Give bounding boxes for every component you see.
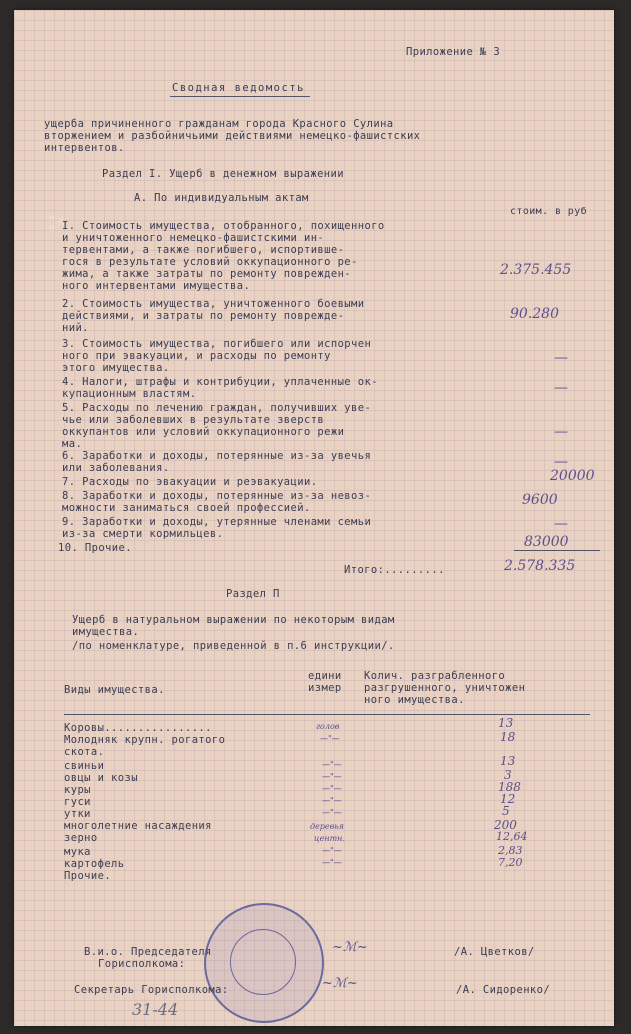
- section2-desc-2: имущества.: [72, 626, 140, 638]
- row-5-unit: —"—: [322, 772, 342, 781]
- row-3-name: скота.: [64, 746, 105, 758]
- item-3-line-1: 3. Стоимость имущества, погибшего или испорчен: [62, 338, 372, 350]
- secretary-title: Секретарь Горисполкома:: [74, 984, 229, 996]
- item-5-line-4: ма.: [62, 438, 83, 450]
- item-4-value: —: [554, 380, 568, 396]
- row-9-name: многолетние насаждения: [64, 820, 212, 832]
- title-underline: [170, 96, 310, 97]
- item-2-line-2: действиями, и затраты по ремонту поврежде-: [62, 310, 345, 322]
- item-3-line-2: ного при эвакуации, и расходы по ремонту: [62, 350, 331, 362]
- row-9-qty: 200: [494, 818, 517, 832]
- row-8-name: утки: [64, 808, 91, 820]
- row-7-name: гуси: [64, 796, 91, 808]
- item-9-line-1: 9. Заработки и доходы, утерянные членами семьи: [62, 516, 372, 528]
- item-1-line-4: гося в результате условий оккупационного ре-: [62, 256, 358, 268]
- item-2-line-3: ний.: [62, 322, 89, 334]
- item-10-line-1: 10. Прочие.: [58, 542, 132, 554]
- item-4-line-2: купационным властям.: [62, 388, 197, 400]
- item-5-line-1: 5. Расходы по лечению граждан, получивших уве-: [62, 402, 372, 414]
- item-3-line-3: этого имущества.: [62, 362, 170, 374]
- section2-desc-3: /по номенклатуре, приведенной в п.6 инструкции/.: [72, 640, 395, 652]
- row-12-unit: —"—: [322, 858, 342, 867]
- row-5-name: овцы и козы: [64, 772, 138, 784]
- row-2-name: Молодняк крупн. рогатого: [64, 734, 226, 746]
- row-1-qty: 13: [498, 716, 514, 730]
- item-6-line-2: или заболевания.: [62, 462, 170, 474]
- chair-title-line-1: В.и.о. Председателя: [84, 946, 212, 958]
- row-13-name: Прочие.: [64, 870, 112, 882]
- item-9-line-2: из-за смерти кормильцев.: [62, 528, 224, 540]
- subtitle-line-3: интервентов.: [44, 142, 125, 154]
- row-6-qty: 188: [498, 780, 521, 794]
- section1-title: Раздел I. Ущерб в денежном выражении: [102, 168, 344, 180]
- row-2-qty: 18: [500, 730, 516, 744]
- item-1-value: 2.375.455: [500, 262, 572, 278]
- row-8-unit: —"—: [322, 808, 342, 817]
- item-8-value: 9600: [522, 492, 558, 508]
- subtitle-line-1: ущерба причиненного гражданам города Красного Сулина: [44, 118, 394, 130]
- row-8-qty: 5: [502, 804, 510, 818]
- row-11-name: мука: [64, 846, 91, 858]
- chair-name: /А. Цветков/: [454, 946, 535, 958]
- col-header-type: Виды имущества.: [64, 684, 165, 696]
- total-label: Итого:.........: [344, 564, 445, 576]
- row-1-name: Коровы................: [64, 722, 212, 734]
- table-header-rule: [64, 714, 590, 715]
- item-1-line-3: тервентами, а также погибшего, испортивше-: [62, 244, 345, 256]
- section2-desc-1: Ущерб в натуральном выражении по некоторым видам: [72, 614, 395, 626]
- watermark: ⁂: [38, 205, 72, 240]
- row-10-name: зерно: [64, 832, 98, 844]
- col-header-unit-2: измер: [308, 682, 342, 694]
- row-7-qty: 12: [500, 792, 516, 806]
- total-value: 2.578.335: [504, 558, 576, 574]
- item-2-value: 90.280: [510, 306, 559, 322]
- row-7-unit: —"—: [322, 796, 342, 805]
- col-header-qty-3: ного имущества.: [364, 694, 465, 706]
- row-5-qty: 3: [504, 768, 512, 782]
- official-stamp: [204, 903, 324, 1023]
- secretary-name: /А. Сидоренко/: [456, 984, 551, 996]
- item-5-line-2: чье или заболевших в результате зверств: [62, 414, 325, 426]
- item-2-line-1: 2. Стоимость имущества, уничтоженного боевыми: [62, 298, 365, 310]
- document-title: Сводная ведомость: [172, 82, 305, 94]
- item-6-line-1: 6. Заработки и доходы, потерянные из-за увечья: [62, 450, 372, 462]
- section1-subtitle: А. По индивидуальным актам: [134, 192, 309, 204]
- row-9-unit: деревья: [310, 822, 344, 831]
- row-12-name: картофель: [64, 858, 125, 870]
- item-8-line-2: можности заниматься своей профессией.: [62, 502, 311, 514]
- item-1-line-1: I. Стоимость имущества, отобранного, похищенного: [62, 220, 385, 232]
- item-7-value: 20000: [550, 468, 595, 484]
- section2-title: Раздел П: [226, 588, 280, 600]
- subtitle-line-2: вторжением и разбойничьими действиями немецко-фашистских: [44, 130, 421, 142]
- row-2-unit: —"—: [320, 734, 340, 743]
- archive-page-number: 31-44: [132, 1000, 179, 1019]
- row-10-unit: центн.: [314, 834, 345, 843]
- item-10-value: 83000: [524, 534, 569, 550]
- appendix-label: Приложение № 3: [406, 46, 501, 58]
- item-5-line-3: оккупантов или условий оккупационного режи: [62, 426, 345, 438]
- value-column-header: стоим. в руб: [510, 206, 588, 217]
- row-11-qty: 2,83: [498, 844, 523, 857]
- col-header-qty-2: разгрушенного, уничтожен: [364, 682, 526, 694]
- item-6-value: —: [554, 454, 568, 470]
- row-12-qty: 7,20: [498, 856, 523, 869]
- item-4-line-1: 4. Налоги, штрафы и контрибуции, уплаченные ок-: [62, 376, 378, 388]
- col-header-unit-1: едини: [308, 670, 342, 682]
- row-6-unit: —"—: [322, 784, 342, 793]
- item-3-value: —: [554, 350, 568, 366]
- row-4-qty: 13: [500, 754, 516, 768]
- chair-title-line-2: Горисполкома:: [98, 958, 186, 970]
- item-5-value: —: [554, 424, 568, 440]
- item-9-value: —: [554, 516, 568, 532]
- sum-underline: [514, 550, 600, 551]
- row-4-unit: —"—: [322, 760, 342, 769]
- row-11-unit: —"—: [322, 846, 342, 855]
- item-1-line-2: и уничтоженного немецко-фашистскими ин-: [62, 232, 325, 244]
- document-sheet: [14, 10, 614, 1026]
- row-10-qty: 12,64: [496, 830, 528, 843]
- stamp-inner-ring: [230, 929, 296, 995]
- item-1-line-5: жима, а также затраты по ремонту поврежден-: [62, 268, 352, 280]
- secretary-signature: ~ℳ~: [322, 976, 358, 991]
- item-8-line-1: 8. Заработки и доходы, потерянные из-за невоз-: [62, 490, 372, 502]
- row-1-unit: голов: [316, 722, 340, 731]
- col-header-qty-1: Колич. разграбленного: [364, 670, 506, 682]
- item-1-line-6: ного интервентами имущества.: [62, 280, 251, 292]
- row-6-name: куры: [64, 784, 91, 796]
- chair-signature: ~ℳ~: [332, 940, 368, 955]
- row-4-name: свиньи: [64, 760, 105, 772]
- item-7-line-1: 7. Расходы по эвакуации и реэвакуации.: [62, 476, 318, 488]
